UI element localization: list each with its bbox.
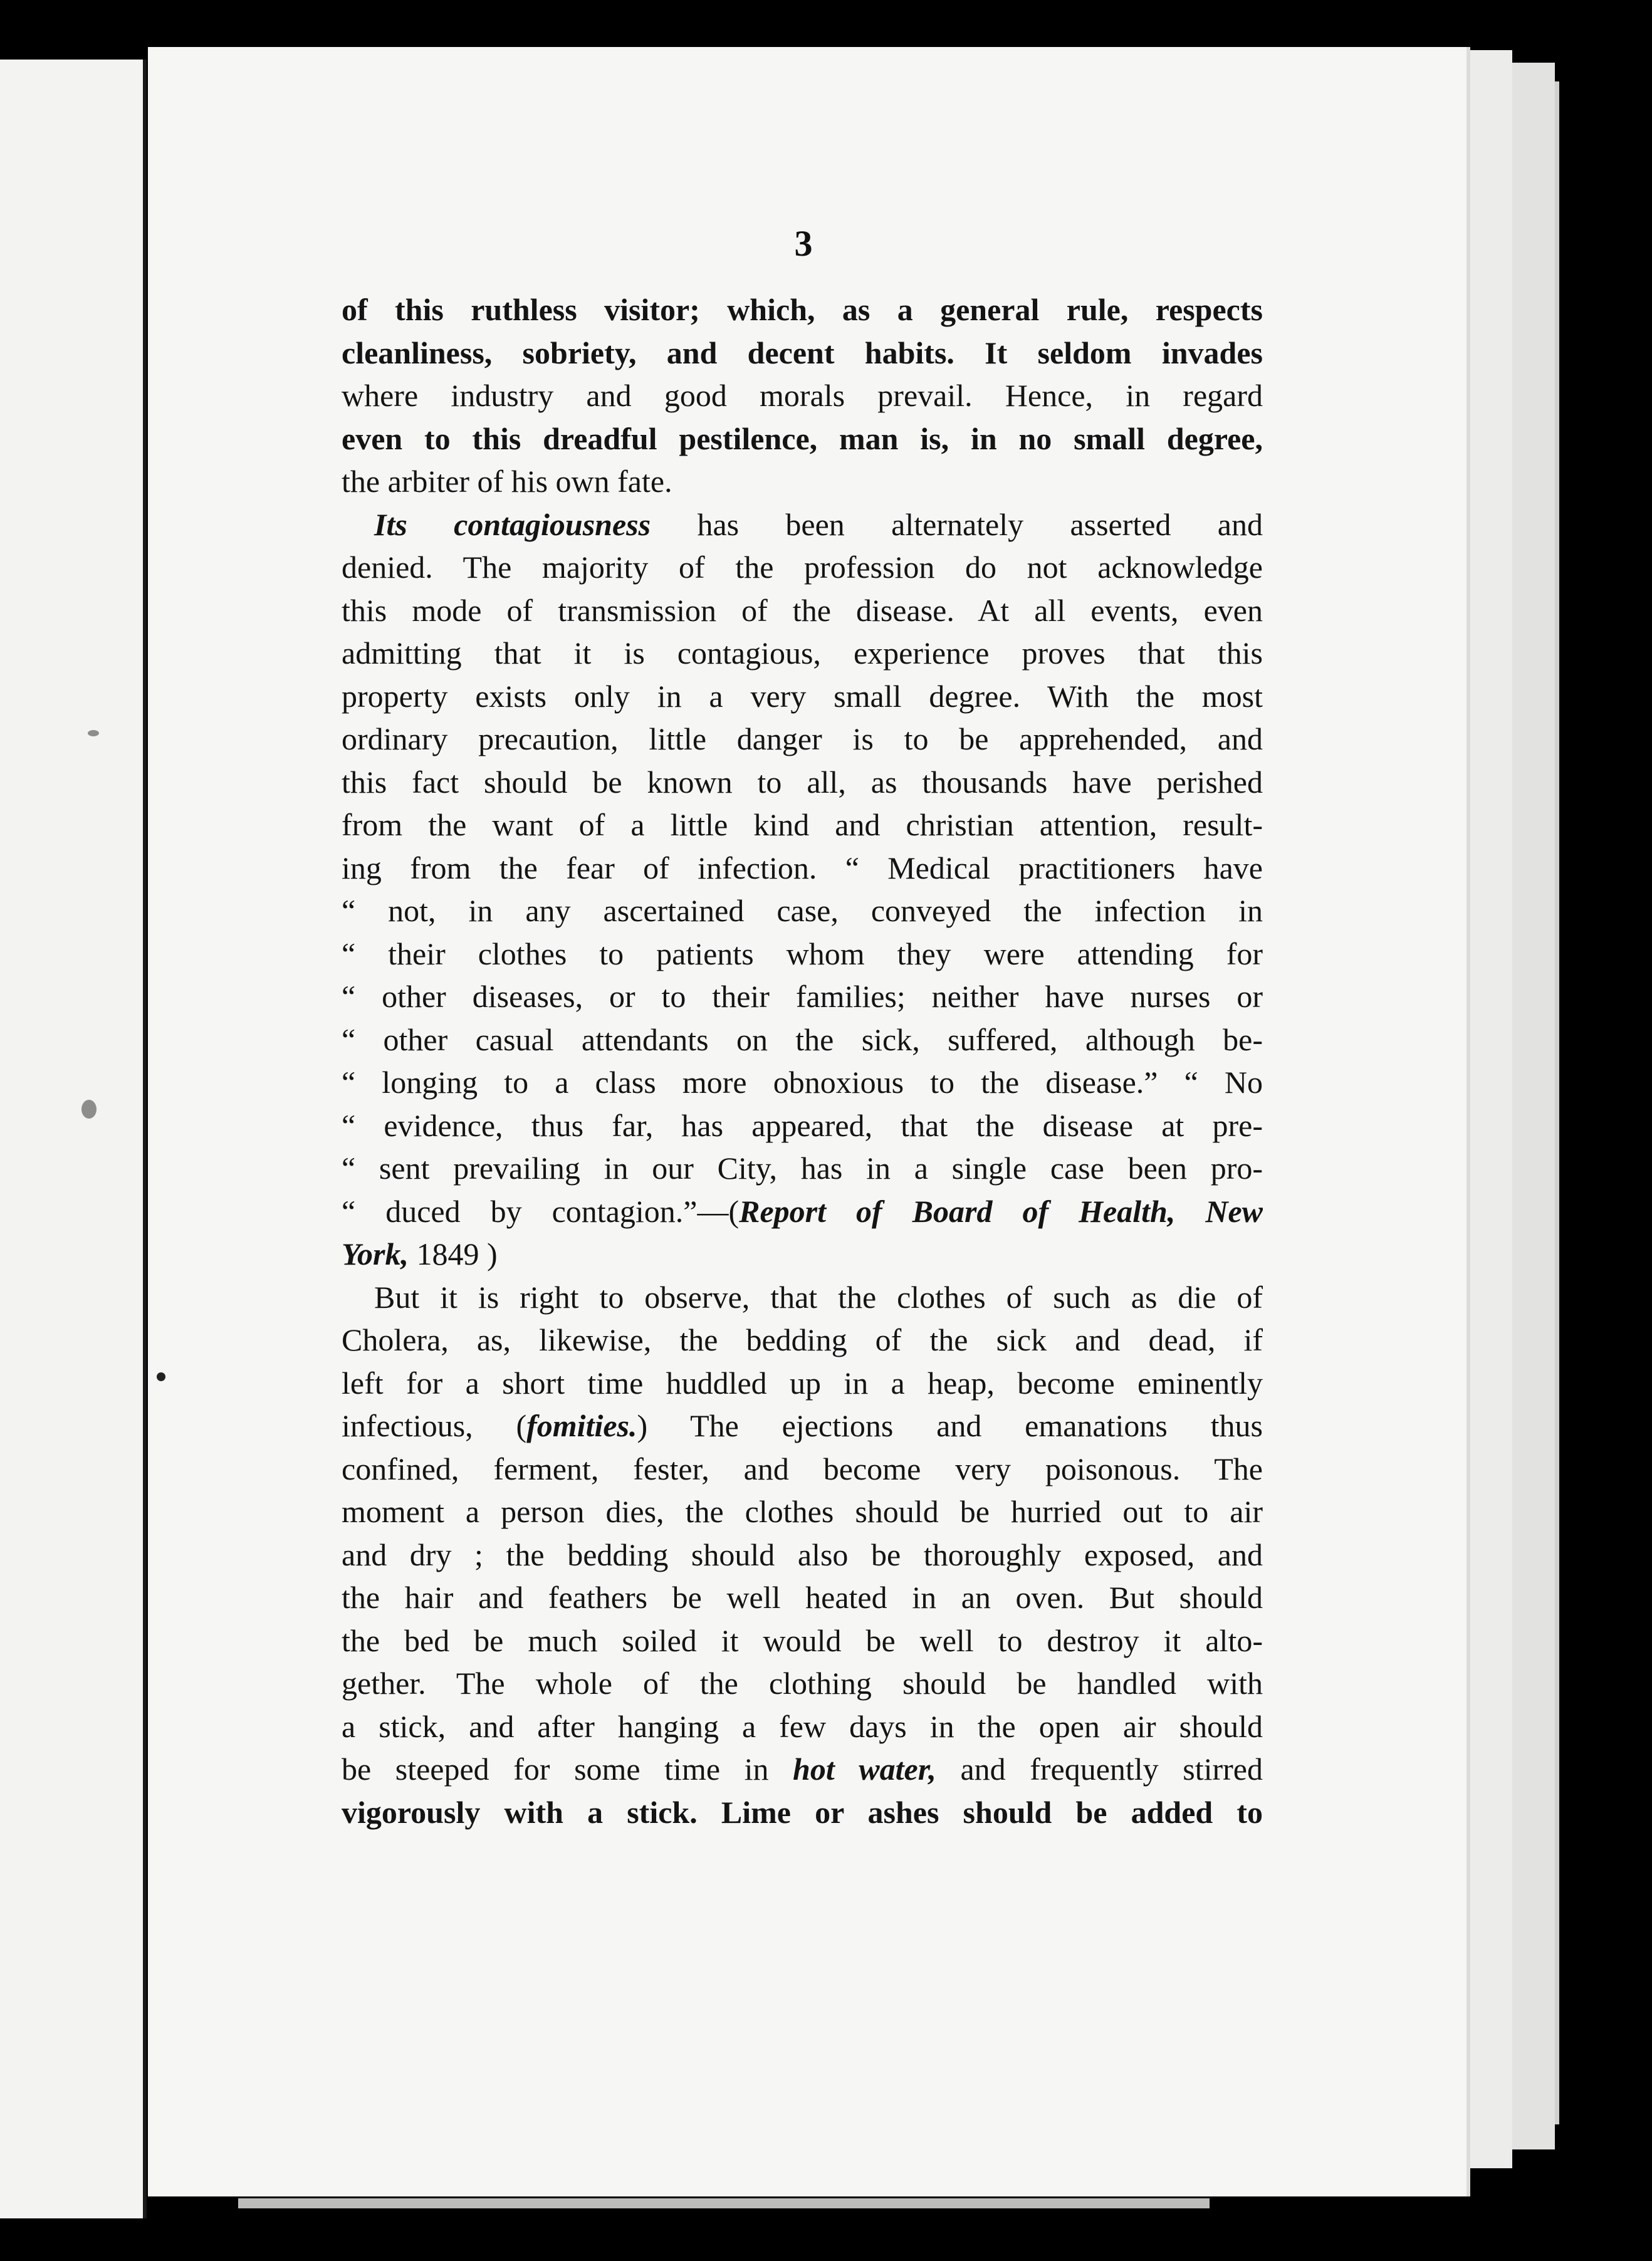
text-line: a stick, and after hanging a few days in the open air should (342, 1708, 1263, 1744)
text-line: cleanliness, sobriety, and decent habits. It seldom invades (342, 335, 1263, 370)
text-line: “ longing to a class more obnoxious to the disease.” “ No (342, 1065, 1263, 1100)
page-stack-edge-2 (1509, 63, 1555, 2149)
text-line: be steeped for some time in hot water, and frequently stirred (342, 1752, 1263, 1787)
text-line: where industry and good morals prevail. Hence, in regard (342, 378, 1263, 413)
text-line: admitting that it is contagious, experience proves that this (342, 635, 1263, 671)
text-line: Its contagiousness has been alternately asserted and (374, 506, 1263, 542)
text-line: ordinary precaution, little danger is to be apprehended, and (342, 721, 1263, 756)
text-line: “ evidence, thus far, has appeared, that the disease at pre- (342, 1107, 1263, 1143)
text-line: But it is right to observe, that the clothes of such as die of (374, 1279, 1263, 1315)
text-line: ing from the fear of infection. “ Medical practitioners have (342, 850, 1263, 885)
text-line: “ sent prevailing in our City, has in a single case been pro- (342, 1151, 1263, 1186)
text-line: this fact should be known to all, as thousands have perished (342, 764, 1263, 800)
text-line: Cholera, as, likewise, the bedding of the sick and dead, if (342, 1322, 1263, 1357)
paper-speck (81, 1100, 97, 1119)
text-line: “ duced by contagion.”—(Report of Board of Health, New (342, 1193, 1263, 1229)
text-line: moment a person dies, the clothes should be hurried out to air (342, 1494, 1263, 1529)
text-line: this mode of transmission of the disease. At all events, even (342, 592, 1263, 628)
facing-page-edge (0, 60, 147, 2218)
text-line: confined, ferment, fester, and become very poisonous. The (342, 1451, 1263, 1486)
page-number: 3 (794, 223, 813, 264)
text-line: gether. The whole of the clothing should be handled with (342, 1666, 1263, 1701)
page-stack-edge-1 (1466, 50, 1512, 2168)
text-line: denied. The majority of the profession do not acknowledge (342, 550, 1263, 585)
text-line: the hair and feathers be well heated in an oven. But should (342, 1580, 1263, 1615)
text-line: vigorously with a stick. Lime or ashes should be added to (342, 1794, 1263, 1830)
body-text (342, 288, 1263, 1834)
text-line: the bed be much soiled it would be well to destroy it alto- (342, 1622, 1263, 1658)
text-line: infectious, (fomities.) The ejections and emanations thus (342, 1408, 1263, 1443)
text-line: “ not, in any ascertained case, conveyed the infection in (342, 893, 1263, 928)
text-line: “ other casual attendants on the sick, suffered, although be- (342, 1021, 1263, 1057)
text-line: even to this dreadful pestilence, man is, in no small degree, (342, 420, 1263, 456)
text-line: property exists only in a very small degree. With the most (342, 678, 1263, 714)
text-line: left for a short time huddled up in a heap, become eminently (342, 1365, 1263, 1401)
text-line: from the want of a little kind and christian attention, result- (342, 807, 1263, 842)
text-line: “ their clothes to patients whom they were attending for (342, 936, 1263, 971)
text-line: the arbiter of his own fate. (342, 464, 672, 499)
text-line: York, 1849 ) (342, 1236, 498, 1271)
text-line: and dry ; the bedding should also be thoroughly exposed, and (342, 1537, 1263, 1572)
text-line: of this ruthless visitor; which, as a general rule, respects (342, 292, 1263, 327)
page-bottom-edge (238, 2198, 1210, 2208)
text-line: “ other diseases, or to their families; neither have nurses or (342, 979, 1263, 1014)
paper-speck (157, 1372, 165, 1381)
paper-speck (88, 730, 99, 736)
